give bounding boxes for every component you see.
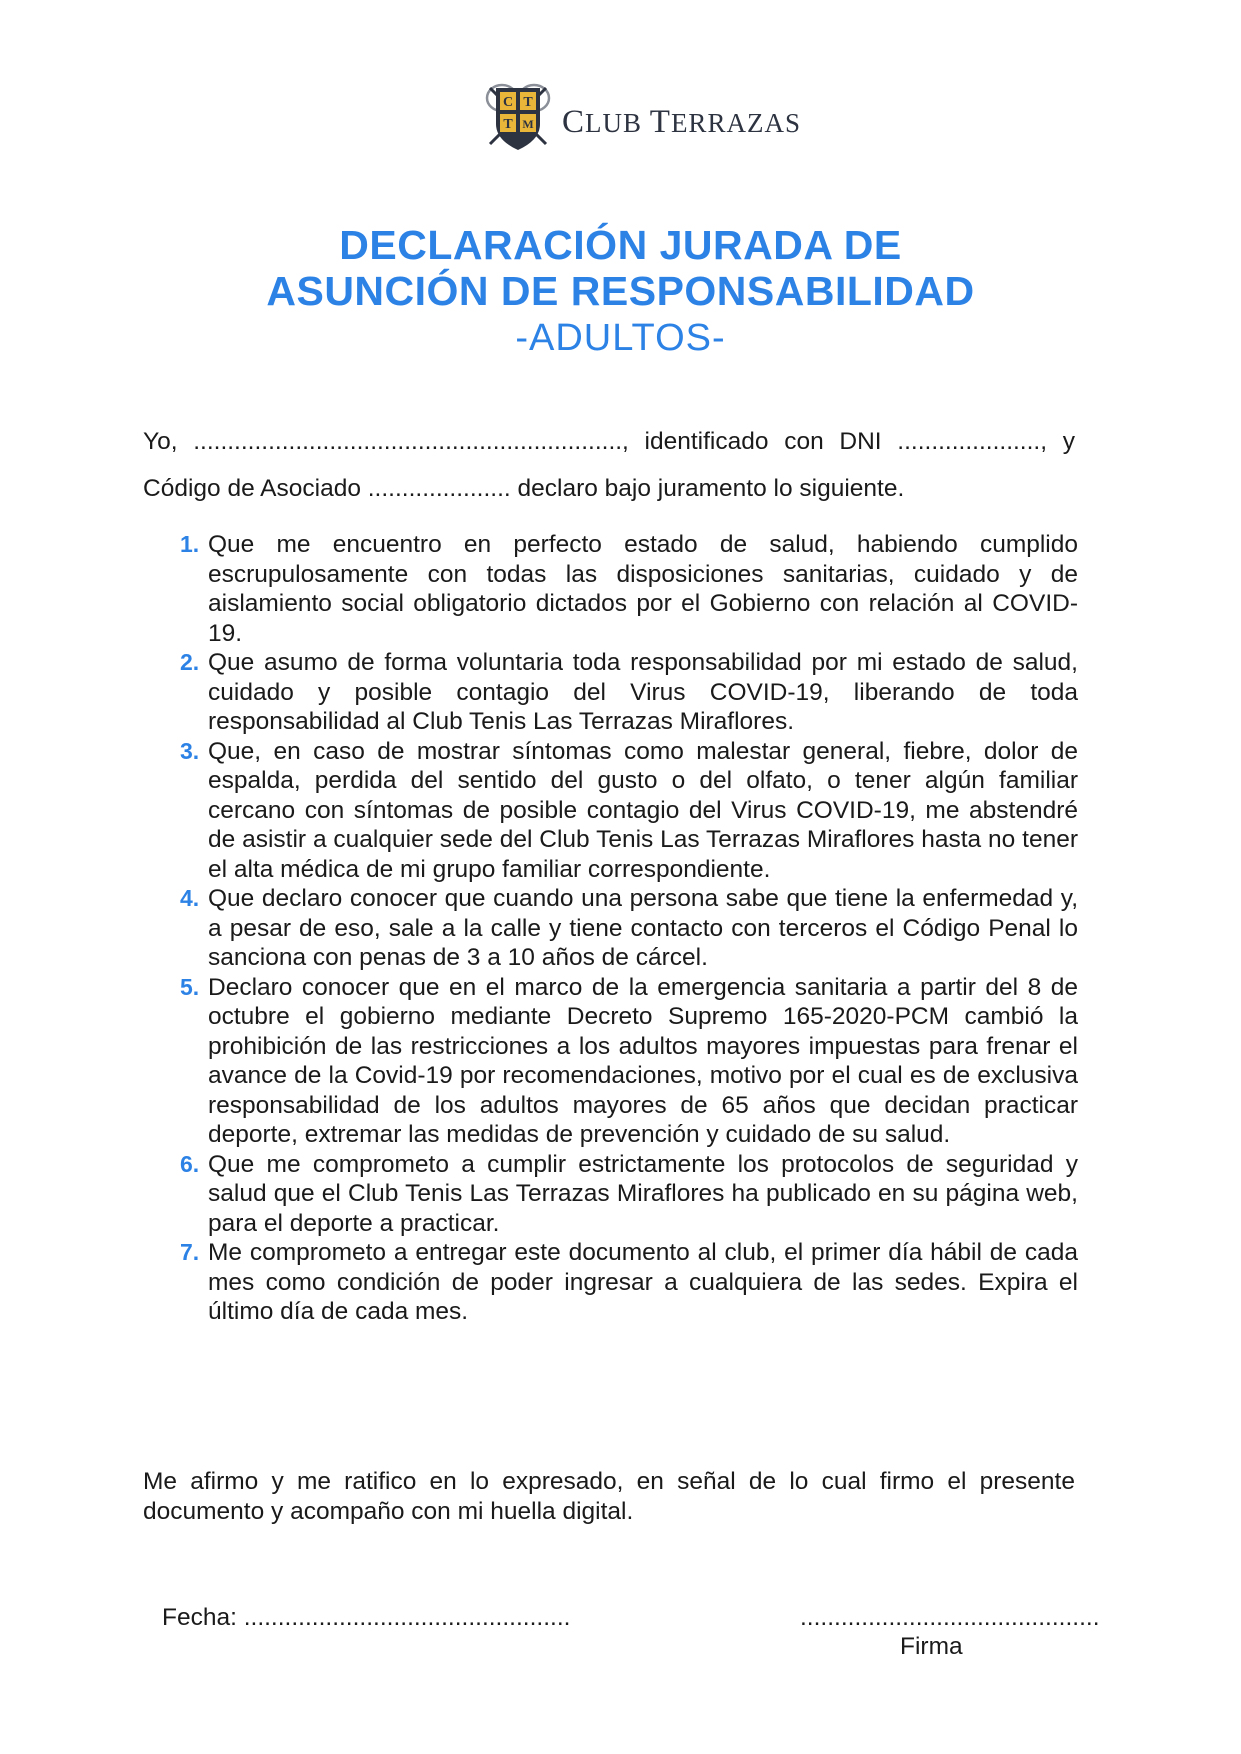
list-item [143,737,1078,885]
club-logo [482,80,801,152]
item-text: Que me comprometo a cumplir estrictamente los protocolos de seguridad y salud que el Club Tenis Las Terrazas Miraflores ha publicado en su página web, para el deporte a practicar. [208,1150,1078,1237]
intro-line-name-dni [143,427,1075,457]
club-name-initial: C [562,104,586,140]
item-number: 3. [180,737,200,764]
declaration-list [143,530,1078,1327]
name-blank: ..............................................................., [193,428,629,455]
signature-line[interactable]: ............................................ [800,1604,1100,1631]
document-title-line2: ASUNCIÓN DE RESPONSABILIDAD [266,268,975,314]
item-text: Que declaro conocer que cuando una persona sabe que tiene la enfermedad y, a pesar de eso, sale a la calle y tiene contacto con terceros el Código Penal lo sanciona con penas de 3 a 10 años de cárcel. [208,885,1078,971]
list-item [143,1238,1078,1327]
item-text: Declaro conocer que en el marco de la emergencia sanitaria a partir del 8 de octubre el gobierno mediante Decreto Supremo 165-2020-PCM cambió la prohibición de las restricciones a los adultos mayores impuestas para frenar el avance de la Covid-19 por recomendaciones, motivo por el cual es de exclusiva responsabilidad de los adultos mayores de 65 años que decidan practicar deporte, extremar las medidas de prevención y cuidado de su salud. [208,973,1078,1148]
item-number: 1. [180,531,200,557]
list-item [143,648,1078,737]
crest-letter: T [503,117,513,132]
club-name [562,104,801,141]
list-item [143,884,1078,973]
club-name-rest: ERRAZAS [670,108,801,138]
intro-line-codigo: Código de Asociado ..................... declaro bajo juramento lo siguiente. [143,475,905,502]
item-text: Que asumo de forma voluntaria toda responsabilidad por mi estado de salud, cuidado y posible contagio del Virus COVID-19, liberando de toda responsabilidad al Club Tenis Las Terrazas Miraflores. [208,649,1078,735]
date-field[interactable]: Fecha: ................................................ [162,1604,571,1631]
club-crest-icon [482,80,554,152]
intro-word: Yo, [143,428,178,455]
dni-blank: ....................., [897,428,1048,455]
item-number: 7. [180,1239,200,1265]
document-title-line1: DECLARACIÓN JURADA DE [339,222,902,268]
item-text: Que me encuentro en perfecto estado de salud, habiendo cumplido escrupulosamente con todas las disposiciones sanitarias, cuidado y de aislamiento social obligatorio dictados por el Gobierno con relación al COVID-19. [208,531,1078,647]
document-subtitle: -ADULTOS- [515,317,726,359]
crest-letter: M [522,117,534,131]
item-number: 2. [180,649,200,675]
list-item [143,1150,1078,1239]
intro-word: y [1062,428,1075,455]
item-text: Que, en caso de mostrar síntomas como malestar general, fiebre, dolor de espalda, perdida del sentido del gusto o del olfato, o tener algún familiar cercano con síntomas de posible contagio del Virus COVID-19, me abstendré de asistir a cualquier sede del Club Tenis Las Terrazas Miraflores hasta no tener el alta médica de mi grupo familiar correspondiente. [208,737,1078,883]
intro-word: identificado [644,428,769,455]
item-number: 4. [180,885,200,911]
club-name-initial: T [649,104,671,140]
crest-letter: C [502,95,514,110]
crest-letter: T [523,95,533,110]
item-text: Me comprometo a entregar este documento al club, el primer día hábil de cada mes como condición de poder ingresar a cualquiera de las sedes. Expira el último día de cada mes. [208,1239,1078,1325]
club-name-rest: LUB [585,108,643,138]
intro-word: DNI [839,428,882,455]
intro-word: con [784,428,824,455]
item-number: 5. [180,973,200,1000]
closing-paragraph: Me afirmo y me ratifico en lo expresado, en señal de lo cual firmo el presente documento y acompaño con mi huella digital. [143,1468,1075,1525]
signature-label: Firma [900,1633,963,1660]
list-item [143,973,1078,1150]
list-item [143,530,1078,648]
item-number: 6. [180,1150,200,1177]
